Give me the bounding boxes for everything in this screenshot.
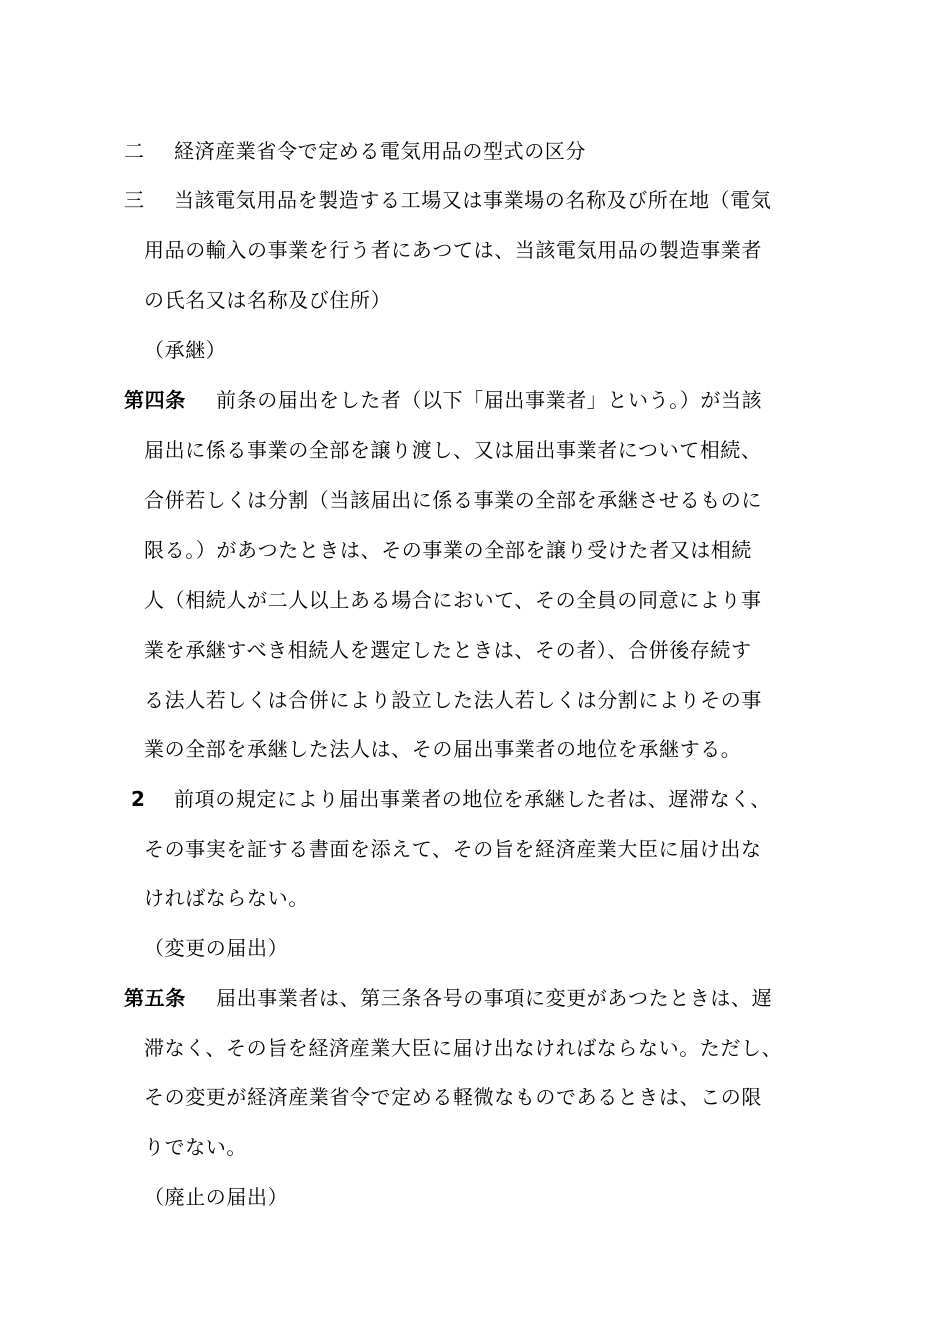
article-text-line: 届出事業者は、第三条各号の事項に変更があつたときは、遅 xyxy=(216,986,773,1010)
article-text-line: 合併若しくは分割（当該届出に係る事業の全部を承継させるものに xyxy=(144,488,762,512)
article-text-line: 業の全部を承継した法人は、その届出事業者の地位を承継する。 xyxy=(144,737,742,761)
item-text-line: 用品の輸入の事業を行う者にあつては、当該電気用品の製造事業者 xyxy=(144,238,762,262)
paragraph-text-line: ければならない。 xyxy=(144,886,309,910)
paragraph-text-line: 前項の規定により届出事業者の地位を承継した者は、遅滞なく、 xyxy=(174,787,771,811)
article-text-line: 届出に係る事業の全部を譲り渡し、又は届出事業者について相続、 xyxy=(144,438,762,462)
article-text-line: りでない。 xyxy=(144,1135,247,1159)
article-text-line: 前条の届出をした者（以下「届出事業者」という。）が当該 xyxy=(216,388,763,412)
article-text-line: その変更が経済産業省令で定める軽微なものであるときは、この限 xyxy=(144,1085,762,1109)
item-number: 三 xyxy=(124,188,145,212)
article-text-line: る法人若しくは合併により設立した法人若しくは分割によりその事 xyxy=(144,688,762,712)
article-caption: （承継） xyxy=(144,338,227,362)
article-caption: （廃止の届出） xyxy=(144,1185,289,1209)
article-text-line: 業を承継すべき相続人を選定したときは、その者）、合併後存続す xyxy=(144,638,752,662)
article-heading: 第五条 xyxy=(124,986,186,1010)
item-text-line: 経済産業省令で定める電気用品の型式の区分 xyxy=(174,139,586,163)
article-text-line: 人（相続人が二人以上ある場合において、その全員の同意により事 xyxy=(144,588,762,612)
item-number: 二 xyxy=(124,139,145,163)
item-text-line: 当該電気用品を製造する工場又は事業場の名称及び所在地（電気 xyxy=(174,188,772,212)
article-text-line: 滞なく、その旨を経済産業大臣に届け出なければならない。ただし、 xyxy=(144,1036,783,1060)
article-caption: （変更の届出） xyxy=(144,936,289,960)
item-text-line: の氏名又は名称及び住所） xyxy=(144,288,392,312)
paragraph-text-line: その事実を証する書面を添えて、その旨を経済産業大臣に届け出な xyxy=(144,837,762,861)
paragraph-number: 2 xyxy=(131,787,146,811)
article-heading: 第四条 xyxy=(124,388,186,412)
article-text-line: 限る。）があつたときは、その事業の全部を譲り受けた者又は相続 xyxy=(144,538,752,562)
